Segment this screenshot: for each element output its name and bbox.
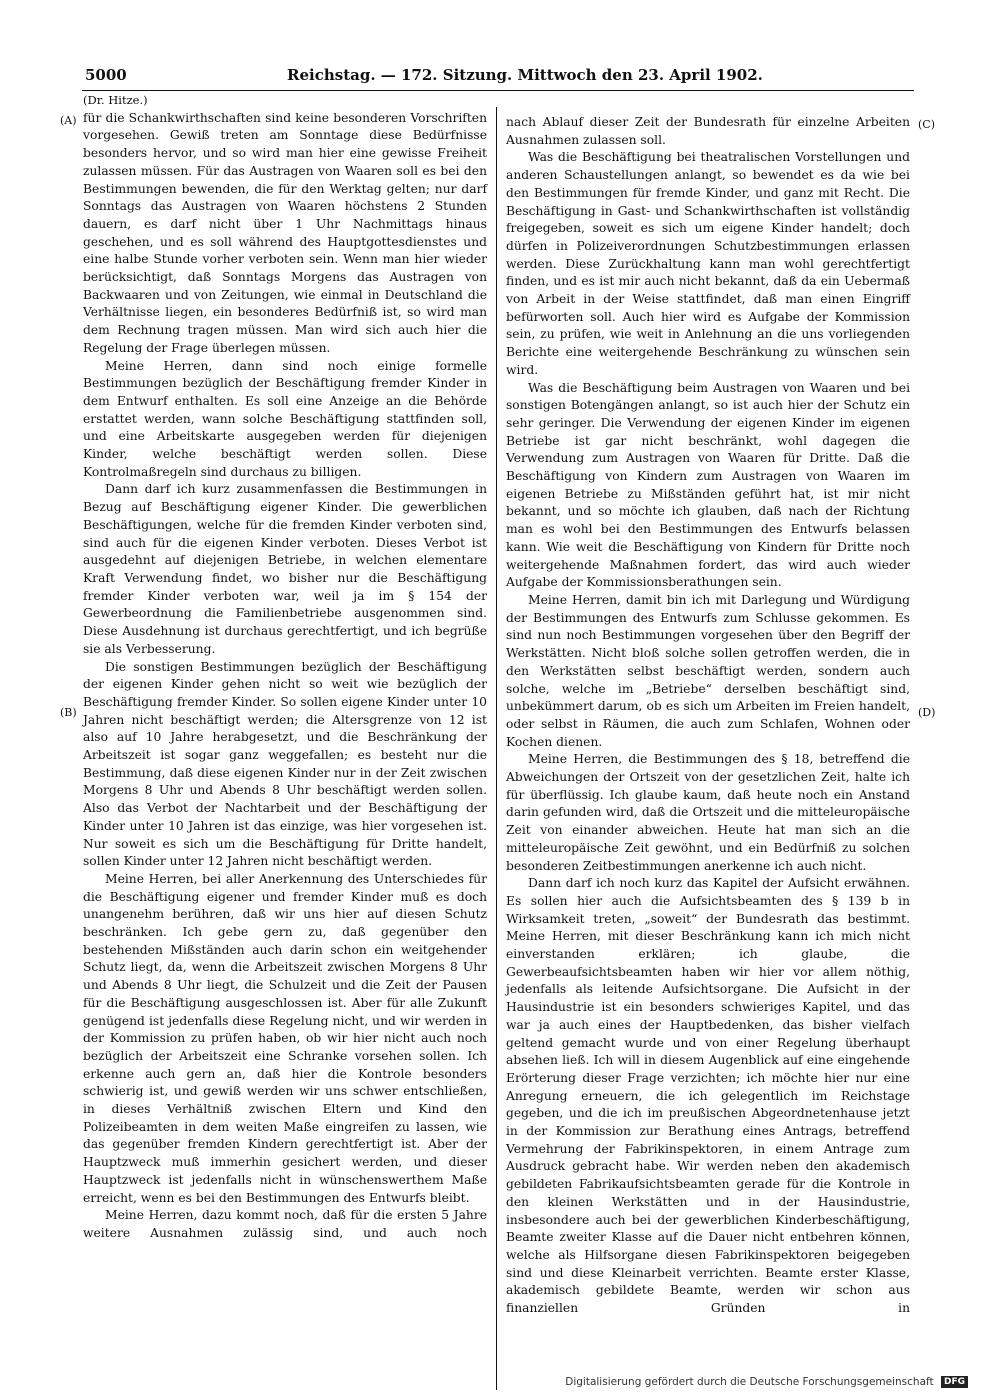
left-paragraph-1: für die Schankwirthschaften sind keine besonderen Vorschriften vorgesehen. Gewiß treten am Sonntage diese Bedürfnisse besonders hervor, und so wird man hier eine gewisse Freiheit zulassen müssen. Für das Austragen von Waaren soll es bei den Bestimmungen bewenden, die für den Werktag gelten; nur darf Sonntags das Austragen von Waaren höchstens 2 Stunden dauern, es darf nicht über 1 Uhr Nachmittags hinaus geschehen, und es soll während des Hauptgottesdienstes und eine halbe Stunde vorher verboten sein. Wenn man hier wieder berücksichtigt, daß Sonntags Morgens das Austragen von Backwaaren und von Zeitungen, wie einmal in Deutschland die Verhältnisse liegen, ein besonderes Bedürfniß ist, so wird man dem Rechnung tragen müssen. Man wird sich auch hier die Regelung der Frage überlegen müssen. xyxy=(83,110,487,355)
footer-credit xyxy=(565,1376,968,1388)
speaker-label: (Dr. Hitze.) xyxy=(83,93,148,107)
left-paragraph-5: Meine Herren, bei aller Anerkennung des Unterschiedes für die Beschäftigung eigener und fremder Kinder muß es doch unangenehm berühren, daß wir uns hier auf diesen Schutz beschränken. Ich gebe gern zu, daß gegenüber den bestehenden Mißständen auch darin schon ein weitgehender Schutz liegt, da, wenn die Arbeitszeit zwischen Morgens 8 Uhr und Abends 8 Uhr liegt, die Schulzeit und die Zeit der Pausen für die Beschäftigung ausgeschlossen ist. Aber für alle Zukunft genügend ist jedenfalls diese Regelung nicht, und wir werden in der Kommission zu prüfen haben, ob wir hier nicht auch noch bezüglich der Arbeitszeit eine Schranke vorsehen sollen. Ich erkenne auch gern an, daß hier die Kontrole besonders schwierig ist, und gewiß werden wir uns schwer entschließen, in dieses Verhältniß zwischen Eltern und Kind den Polizeibeamten in dem weiten Maße eingreifen zu lassen, wie das gegenüber fremden Kindern gerechtfertigt ist. Aber der Hauptzweck muß immerhin gesichert werden, und dieser Hauptzweck ist jedenfalls nicht in wünschenswerthem Maße erreicht, wenn es bei den Bestimmungen des Entwurfs bleibt. xyxy=(83,871,487,1205)
left-column xyxy=(83,92,487,1243)
left-paragraph-6: Meine Herren, dazu kommt noch, daß für die ersten 5 Jahre weitere Ausnahmen zulässig sind, und auch noch xyxy=(83,1208,487,1240)
footer-credit-text: Digitalisierung gefördert durch die Deutsche Forschungsgemeinschaft xyxy=(565,1376,934,1388)
right-paragraph-2: Was die Beschäftigung bei theatralischen Vorstellungen und anderen Schaustellungen anlangt, so bewendet es da wie bei den Bestimmungen für fremde Kinder, und ganz mit Recht. Die Beschäftigung in Gast- und Schankwirthschaften ist vollständig freigegeben, soweit es sich um eigene Kinder handelt; doch dürfen in Polizeiverordnungen Schutzbestimmungen erlassen werden. Diese Zurückhaltung kann man wohl gerechtfertigt finden, und es ist mir auch nicht bekannt, daß da ein Uebermaß von Arbeit in der Weise stattfindet, daß man einen Eingriff befürworten soll. Auch hier wird es Aufgabe der Kommission sein, zu prüfen, wie weit in Anlehnung an die uns vorliegenden Berichte eine weitergehende Beschränkung zu wünschen sein wird. xyxy=(506,150,910,377)
page-number: 5000 xyxy=(85,66,127,84)
running-head: Reichstag. — 172. Sitzung. Mittwoch den 23. April 1902. xyxy=(287,66,763,84)
right-paragraph-5: Meine Herren, die Bestimmungen des § 18, betreffend die Abweichungen der Ortszeit von der gesetzlichen Zeit, halte ich für überflüssig. Ich glaube kaum, daß heute noch ein Anstand darin gefunden wird, daß die Ortszeit und die mitteleuropäische Zeit von einander abweichen. Heute hat man sich an die mitteleuropäische Zeit gewöhnt, und ein Bedürfniß zu solchen besonderen Zeitbestimmungen anerkenne ich auch nicht. xyxy=(506,752,910,873)
header-rule xyxy=(82,90,914,91)
dfg-logo: DFG xyxy=(941,1376,968,1388)
margin-mark-d: (D) xyxy=(918,706,936,719)
left-paragraph-4: Die sonstigen Bestimmungen bezüglich der Beschäftigung der eigenen Kinder gehen nicht so weit wie bezüglich der Beschäftigung fremder Kinder. So sollen eigene Kinder unter 10 Jahren nicht beschäftigt werden; die Altersgrenze von 12 ist also auf 10 Jahre herabgesetzt, und die Beschränkung der Arbeitszeit ist sogar ganz weggefallen; es besteht nur die Bestimmung, daß diese eigenen Kinder nur in der Zeit zwischen Morgens 8 Uhr und Abends 8 Uhr beschäftigt werden sollen. Also das Verbot der Nachtarbeit und der Beschäftigung der Kinder unter 10 Jahren ist das einzige, was hier vorgesehen ist. Nur soweit es sich um die Beschäftigung für Dritte handelt, sollen Kinder unter 12 Jahren nicht beschäftigt werden. xyxy=(83,659,487,869)
right-paragraph-1: nach Ablauf dieser Zeit der Bundesrath für einzelne Arbeiten Ausnahmen zulassen soll. xyxy=(506,115,910,147)
right-paragraph-6: Dann darf ich noch kurz das Kapitel der Aufsicht erwähnen. Es sollen hier auch die Aufsichtsbeamten des § 139 b in Wirksamkeit treten, „soweit“ der Bundesrath das bestimmt. Meine Herren, mit dieser Beschränkung kann ich mich nicht einverstanden erklären; ich glaube, die Gewerbeaufsichtsbeamten haben wir hier vor allem nöthig, jedenfalls als leitende Aufsichtsorgane. Die Aufsicht in der Hausindustrie ist ein besonders schwieriges Kapitel, und das war ja auch eines der Hauptbedenken, das bisher vielfach geltend gemacht wurde und von einer Regelung überhaupt absehen ließ. Ich will in diesem Augenblick auf eine eingehende Erörterung dieser Frage verzichten; ich möchte hier nur eine Anregung erneuern, die ich gelegentlich im Reichstage gegeben, und die ich im preußischen Abgeordnetenhause jetzt in der Kommission zur Berathung eines Antrags, betreffend Vermehrung der Fabrikinspektoren, in einem Antrage zum Ausdruck gebracht habe. Wir werden neben den akademisch gebildeten Fabrikaufsichtsbeamten gerade für die Kontrole in den kleinen Werkstätten und in der Hausindustrie, insbesondere auch bei der gewerblichen Kinderbeschäftigung, Beamte zweiter Klasse auf die Dauer nicht entbehren können, welche als Hilfsorgane diesen Fabrikinspektoren beigegeben sind und diese Kleinarbeit verrichten. Beamte erster Klasse, akademisch gebildete Beamte, werden wir schon aus finanziellen Gründen in xyxy=(506,876,910,1316)
column-divider xyxy=(496,107,497,1390)
right-column xyxy=(506,114,910,1318)
right-paragraph-4: Meine Herren, damit bin ich mit Darlegung und Würdigung der Bestimmungen des Entwurfs zum Schlusse gekommen. Es sind nun noch Bestimmungen vorgesehen über den Begriff der Werkstätten. Nicht bloß solche sollen getroffen werden, die in den Werkstätten selbst beschäftigt werden, sondern auch solche, welche im „Betriebe“ derselben beschäftigt sind, unbekümmert darum, ob es sich um Arbeiten im Freien handelt, oder selbst in Räumen, die auch zum Schlafen, Wohnen oder Kochen dienen. xyxy=(506,592,910,749)
left-paragraph-3: Dann darf ich kurz zusammenfassen die Bestimmungen in Bezug auf Beschäftigung eigener Kinder. Die gewerblichen Beschäftigungen, welche für die fremden Kinder verboten sind, sind auch für die eigenen Kinder verboten. Dieses Verbot ist ausgedehnt auf diejenigen Betriebe, in welchen elementare Kraft Verwendung findet, wo bisher nur die Beschäftigung fremder Kinder verboten war, weil ja im § 154 der Gewerbeordnung die Familienbetriebe ausgenommen sind. Diese Ausdehnung ist durchaus gerechtfertigt, und ich begrüße sie als Verbesserung. xyxy=(83,482,487,656)
margin-mark-a: (A) xyxy=(60,114,77,127)
left-paragraph-2: Meine Herren, dann sind noch einige formelle Bestimmungen bezüglich der Beschäftigung fremder Kinder in dem Entwurf enthalten. Es soll eine Anzeige an die Behörde erstattet werden, wann solche Beschäftigung stattfinden soll, und eine Arbeitskarte ausgegeben werden für diejenigen Kinder, welche beschäftigt werden sollen. Diese Kontrolmaßregeln sind durchaus zu billigen. xyxy=(83,358,487,479)
margin-mark-b: (B) xyxy=(60,706,77,719)
margin-mark-c: (C) xyxy=(918,118,935,131)
right-paragraph-3: Was die Beschäftigung beim Austragen von Waaren und bei sonstigen Botengängen anlangt, so ist auch hier der Schutz ein sehr geringer. Die Verwendung der eigenen Kinder im eigenen Betriebe ist gar nicht beschränkt, wohl dagegen die Verwendung zum Austragen von Waaren für Dritte. Daß die Beschäftigung von Kindern zum Austragen von Waaren im eigenen Betriebe zu Mißständen geführt hat, ist mir nicht bekannt, und so möchte ich glauben, daß nach der Richtung man es wohl bei den Bestimmungen des Entwurfs belassen kann. Wie weit die Beschäftigung von Kindern für Dritte noch weitergehende Maßnahmen fordert, das wird auch wieder Aufgabe der Kommissionsberathungen sein. xyxy=(506,380,910,590)
